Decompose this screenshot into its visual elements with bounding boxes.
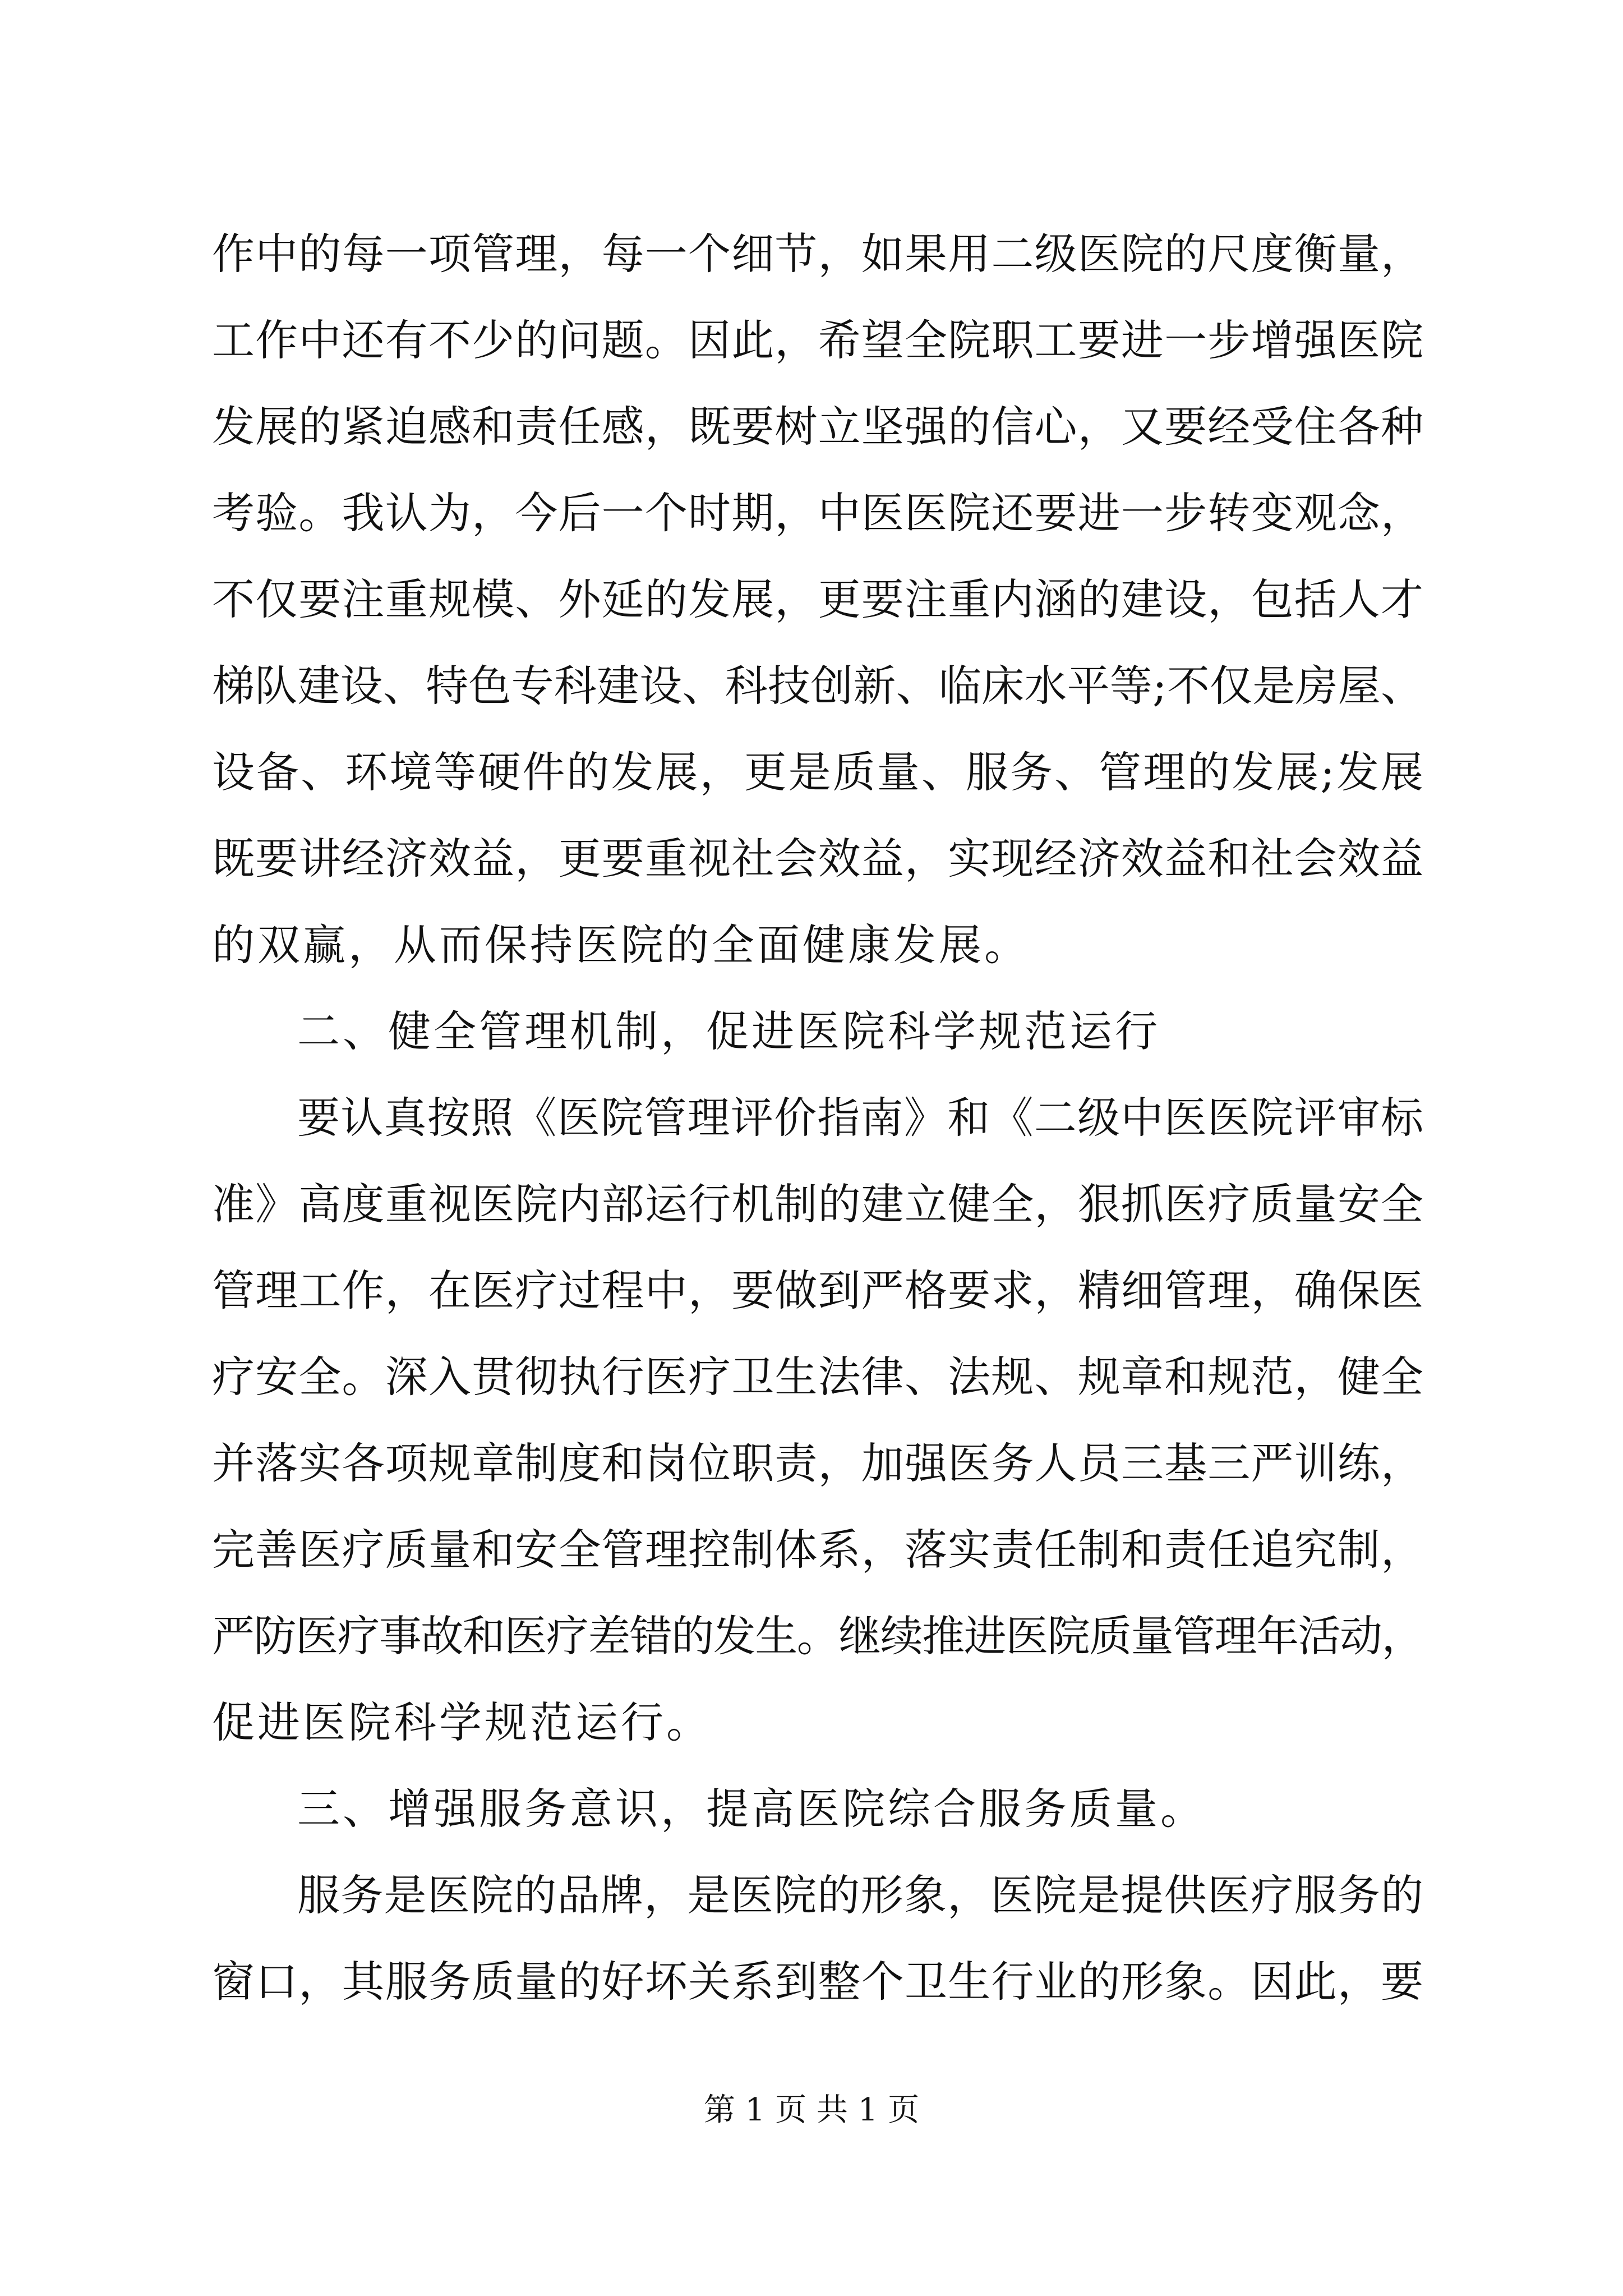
- page-number: 第 1 页 共 1 页: [703, 2092, 920, 2128]
- text-line: 严防医疗事故和医疗差错的发生。继续推进医院质量管理年活动，: [212, 1611, 1423, 1661]
- text-line: 既要讲经济效益，更要重视社会效益，实现经济效益和社会效益: [212, 834, 1423, 884]
- page-footer: [0, 2088, 1623, 2133]
- document-body: [212, 211, 1423, 2025]
- text-line: 疗安全。深入贯彻执行医疗卫生法律、法规、规章和规范，健全: [212, 1352, 1423, 1402]
- text-line: 准》高度重视医院内部运行机制的建立健全，狠抓医疗质量安全: [212, 1179, 1423, 1229]
- text-line: 要认真按照《医院管理评价指南》和《二级中医医院评审标: [297, 1093, 1423, 1143]
- text-line: 设备、环境等硬件的发展，更是质量、服务、管理的发展;发展: [212, 747, 1423, 797]
- section-heading: 三、增强服务意识，提高医院综合服务质量。: [297, 1784, 1206, 1834]
- text-line: 服务是医院的品牌，是医院的形象，医院是提供医疗服务的: [297, 1870, 1423, 1920]
- text-line: 考验。我认为，今后一个时期，中医医院还要进一步转变观念，: [212, 488, 1423, 538]
- section-heading: 二、健全管理机制，促进医院科学规范运行: [297, 1006, 1160, 1056]
- text-line: 发展的紧迫感和责任感，既要树立坚强的信心，又要经受住各种: [212, 402, 1423, 452]
- text-line: 管理工作，在医疗过程中，要做到严格要求，精细管理，确保医: [212, 1266, 1423, 1315]
- text-line: 的双赢，从而保持医院的全面健康发展。: [212, 920, 1030, 970]
- text-line: 不仅要注重规模、外延的发展，更要注重内涵的建设，包括人才: [212, 574, 1423, 624]
- text-line: 并落实各项规章制度和岗位职责，加强医务人员三基三严训练，: [212, 1438, 1423, 1488]
- text-line: 窗口，其服务质量的好坏关系到整个卫生行业的形象。因此，要: [212, 1957, 1423, 2007]
- text-line: 促进医院科学规范运行。: [212, 1697, 712, 1747]
- text-line: 作中的每一项管理，每一个细节，如果用二级医院的尺度衡量，: [212, 229, 1423, 279]
- text-line: 梯队建设、特色专科建设、科技创新、临床水平等;不仅是房屋、: [212, 661, 1423, 711]
- text-line: 工作中还有不少的问题。因此，希望全院职工要进一步增强医院: [212, 315, 1423, 365]
- text-line: 完善医疗质量和安全管理控制体系，落实责任制和责任追究制，: [212, 1525, 1423, 1575]
